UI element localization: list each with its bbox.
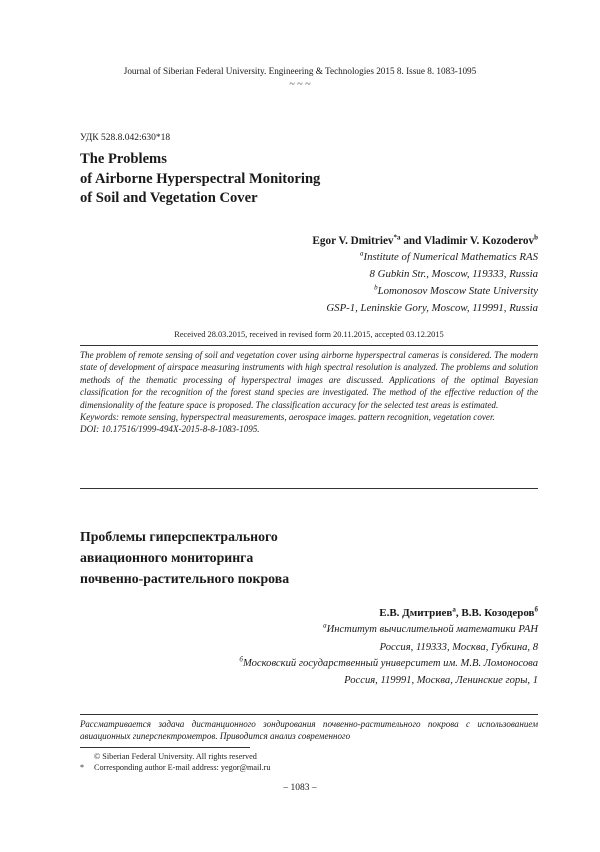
affiliation-line	[370, 268, 538, 280]
affiliation-sup: a	[359, 249, 364, 258]
affiliation-line	[360, 251, 538, 263]
affiliation-line	[326, 302, 538, 314]
udk-code: УДК 528.8.042:630*18	[80, 133, 171, 143]
header-ornament: ~ ~ ~	[289, 79, 311, 90]
affiliation-line	[374, 285, 538, 297]
footnote-copyright	[80, 752, 257, 761]
ru-article-title	[80, 526, 289, 589]
author-name: Egor V. Dmitriev	[312, 235, 394, 247]
abstract-text: The problem of remote sensing of soil and vegetation cover using airborne hyperspectral cameras is considered. The modern state of development of airspace measuring instruments with high spectral resolution is analyzed. The problems and solution methods of the thematic processing of hyperspectral images are discussed. Applications of the optimal Bayesian classification for the recognition of the forest stand species are investigated. The method of the effective reduction of the dimensionality of the feature space is proposed. The classification accuracy for the selected test areas is estimated.	[80, 350, 538, 410]
title-line: of Airborne Hyperspectral Monitoring	[80, 170, 321, 187]
ru-affiliation-sup: a	[323, 621, 327, 630]
ru-author-separator: ,	[455, 607, 462, 619]
ru-title-line: Проблемы гиперспектрального	[80, 529, 278, 544]
author-conjunction: and	[400, 235, 424, 247]
doi: DOI: 10.17516/1999-494X-2015-8-8-1083-1095.	[80, 424, 260, 435]
affiliation-sup: b	[374, 283, 378, 292]
ru-title-line: авиационного мониторинга	[80, 550, 254, 565]
author-name: Vladimir V. Kozoderov	[423, 235, 535, 247]
ru-affiliation-text: Московский государственный университет им. М.В. Ломоносова	[242, 658, 538, 669]
abstract	[80, 349, 538, 436]
keywords: Keywords: remote sensing, hyperspectral measurements, aerospace images. pattern recognition, vegetation cover.	[80, 412, 495, 423]
ru-affiliation-text: Институт вычислительной математики РАН	[326, 624, 538, 635]
title-line: The Problems	[80, 151, 167, 167]
footnote-text: Corresponding author E-mail address: yegor@mail.ru	[94, 763, 271, 772]
affiliation-text: Lomonosov Moscow State University	[377, 285, 538, 297]
ru-abstract	[80, 718, 538, 743]
ru-affiliation-line	[380, 642, 538, 653]
ru-author-sup: a	[452, 605, 456, 614]
ru-author-name: В.В. Козодеров	[461, 607, 535, 619]
affiliation-text: 8 Gubkin Str., Moscow, 119333, Russia	[369, 268, 538, 280]
ru-affiliation-line	[239, 655, 538, 669]
ru-abstract-text: Рассматривается задача дистанционного зондирования почвенно-растительного покрова с использованием авиационных гиперспектрометров. Приводится анализ современного	[80, 719, 538, 742]
ru-affiliation-text: Россия, 119333, Москва, Губкина, 8	[379, 642, 538, 653]
affiliation-text: Institute of Numerical Mathematics RAS	[363, 251, 538, 263]
title-line: of Soil and Vegetation Cover	[80, 190, 258, 206]
ru-affiliation-line	[344, 675, 538, 686]
ru-title-line: почвенно-растительного покрова	[80, 571, 290, 586]
author-sup: b	[534, 233, 538, 242]
page-number: – 1083 –	[283, 783, 317, 793]
ru-affiliation-line	[323, 621, 538, 635]
affiliation-text: GSP-1, Leninskie Gory, Moscow, 119991, Russia	[326, 302, 538, 314]
ru-affiliation-text: Россия, 119991, Москва, Ленинские горы, 1	[344, 675, 538, 686]
footnote-corresponding	[80, 763, 270, 772]
ru-authors-line	[379, 607, 538, 619]
abstract-top-rule	[80, 345, 538, 346]
footnote-mark: *	[80, 763, 85, 772]
authors-line	[312, 235, 538, 247]
abstract-bottom-rule	[80, 488, 538, 489]
journal-header: Journal of Siberian Federal University. Engineering & Technologies 2015 8. Issue 8. 1083-1095	[123, 66, 477, 76]
ru-abstract-top-rule	[80, 714, 538, 715]
author-sup: *a	[393, 233, 401, 242]
ru-author-sup: б	[534, 605, 538, 614]
received-dates: Received 28.03.2015, received in revised form 20.11.2015, accepted 03.12.2015	[174, 330, 444, 339]
footnote-rule	[80, 747, 250, 748]
ru-author-name: Е.В. Дмитриев	[379, 607, 453, 619]
ru-affiliation-sup: б	[239, 655, 243, 664]
footnote-text: © Siberian Federal University. All rights reserved	[94, 752, 257, 761]
article-title	[80, 150, 320, 209]
